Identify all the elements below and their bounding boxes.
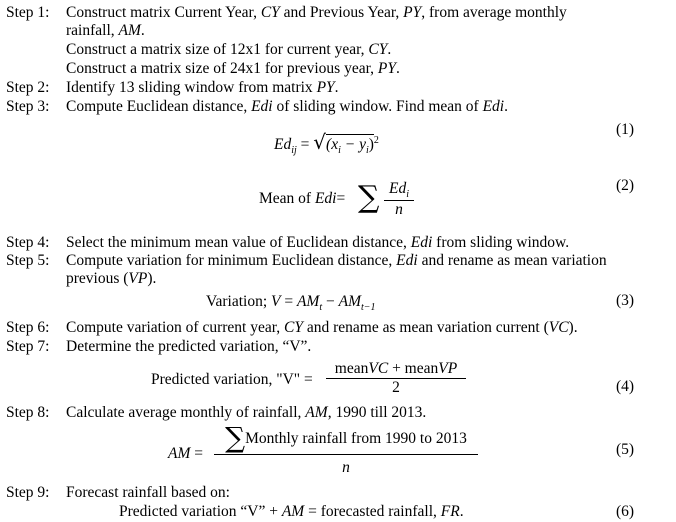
equation-5-fraction: ∑Monthly rainfall from 1990 to 2013 n <box>214 423 478 479</box>
radical-sign: √ <box>313 130 327 155</box>
step-1-line-4: Construct a matrix size of 24x1 for previous year, PY. <box>66 60 400 77</box>
step-1-line-3: Construct a matrix size of 12x1 for current year, CY. <box>66 41 392 58</box>
equation-3: Variation; $V = AM_t - AM_{t-1}$ <box>206 293 376 313</box>
equation-4-fraction: meanVC + meanVP 2 <box>326 360 466 397</box>
step-1-label: Step 1: <box>6 4 50 21</box>
step-6-text: Compute variation of current year, CY and rename as mean variation current (VC). <box>66 319 578 336</box>
step-4-text: Select the minimum mean value of Euclidean distance, Edi from sliding window. <box>66 234 570 251</box>
step-3-label: Step 3: <box>6 98 50 115</box>
step-2-label: Step 2: <box>6 79 50 96</box>
equation-4-lhs: Predicted variation, "V" = <box>151 371 313 388</box>
equation-3-number: (3) <box>615 292 635 309</box>
equation-6-number: (6) <box>615 503 635 520</box>
equation-2-fraction: $Ed_i$ n <box>384 180 414 219</box>
step-7-text: Determine the predicted variation, “V”. <box>66 338 312 355</box>
step-3-text: Compute Euclidean distance, Edi of sliding window. Find mean of Edi. <box>66 98 508 115</box>
step-9-text: Forecast rainfall based on: <box>66 484 230 501</box>
step-1-line-2: rainfall, AM. <box>66 22 145 39</box>
equation-4-number: (4) <box>615 378 635 395</box>
equation-5-lhs: AM = <box>168 445 204 462</box>
step-2-text: Identify 13 sliding window from matrix PY. <box>66 79 339 96</box>
equation-1: $Ed_{ij} = √(x_i - y_i)^2$ <box>274 130 379 157</box>
step-8-label: Step 8: <box>6 404 50 421</box>
step-8-text: Calculate average monthly of rainfall, AM, 1990 till 2013. <box>66 404 427 421</box>
step-5-label: Step 5: <box>6 252 50 269</box>
equation-2-number: (2) <box>615 177 635 194</box>
step-7-label: Step 7: <box>6 338 50 355</box>
summation-sign: ∑ <box>358 180 380 215</box>
equation-5-number: (5) <box>615 441 635 458</box>
equation-1-number: (1) <box>615 121 635 138</box>
step-9-label: Step 9: <box>6 484 50 501</box>
step-6-label: Step 6: <box>6 319 50 336</box>
step-5-line-1: Compute variation for minimum Euclidean distance, Edi and rename as mean variation <box>66 252 607 269</box>
equation-6: Predicted variation “V” + AM = forecasted rainfall, FR. <box>119 503 464 520</box>
step-5-line-2: previous (VP). <box>66 270 157 287</box>
step-1-line-1: Construct matrix Current Year, CY and Previous Year, PY, from average monthly <box>66 4 567 21</box>
step-4-label: Step 4: <box>6 234 50 251</box>
equation-2-lhs: Mean of Edi= <box>259 190 346 207</box>
summation-sign: ∑ <box>225 421 246 454</box>
